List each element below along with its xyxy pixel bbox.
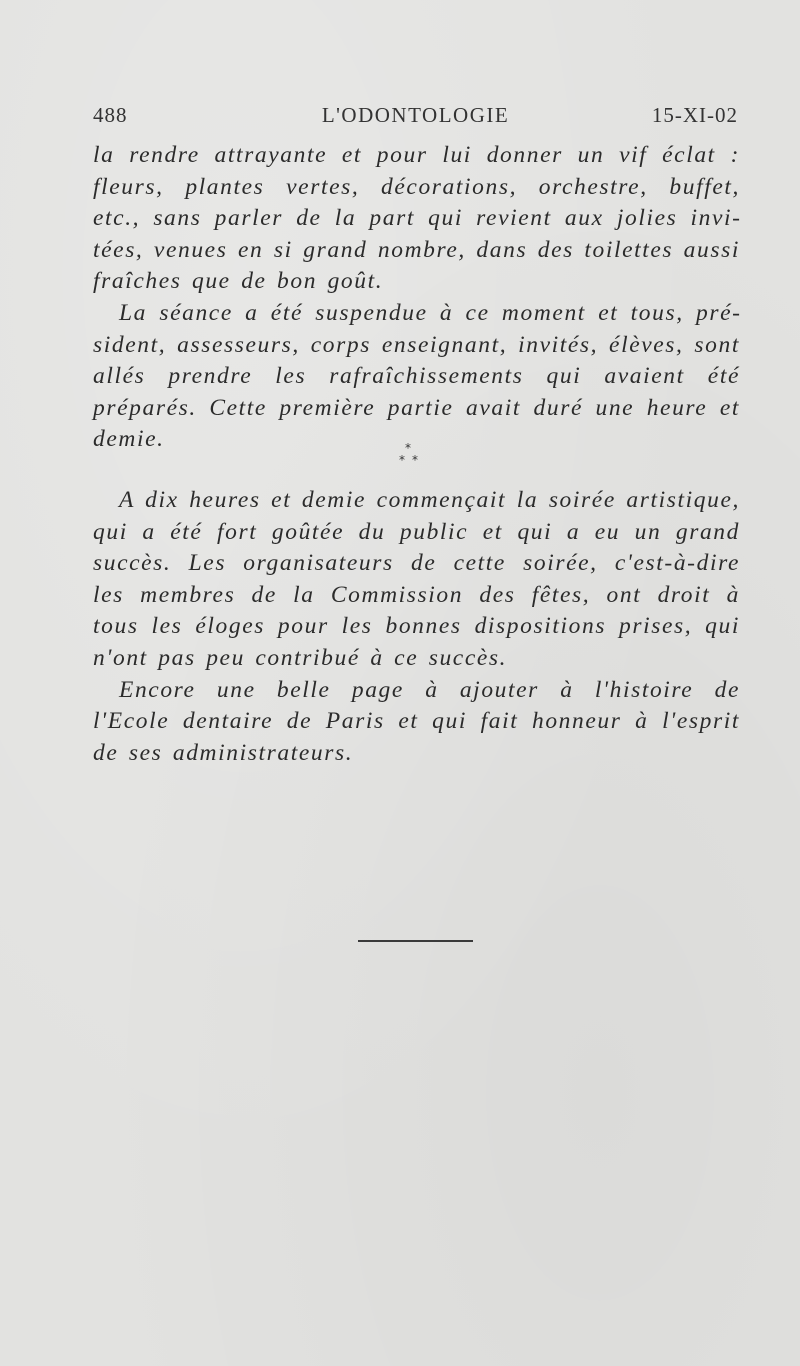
paragraph-soiree: A dix heures et demie commençait la soirée artistique, qui a été fort goûtée du public et qui a eu un grand succès. Les organisateurs de cette soirée, c'est-à-dire les membres de la Commission des fêtes, ont droit à tous les éloges pour les bonnes dispositions prises, qui n'ont pas peu contribué à ce succès.: [93, 487, 740, 671]
paragraph-conclusion: Encore une belle page à ajouter à l'histoire de l'Ecole dentaire de Paris et qui fait honneur à l'esprit de ses administrateurs.: [93, 676, 740, 766]
page-number: 488: [93, 103, 128, 127]
running-title: L'ODONTOLOGIE: [321, 103, 510, 127]
text-block-before-break: [93, 140, 740, 456]
issue-date: 15-XI-02: [651, 103, 738, 127]
text-block-after-break: [93, 485, 740, 769]
end-rule-divider: [358, 940, 473, 942]
page-header: [93, 103, 738, 131]
section-break-asterism: [395, 442, 425, 472]
asterism-star-right: *: [412, 453, 418, 467]
paragraph-continuation: la rendre attrayante et pour lui donner un vif éclat : fleurs, plantes vertes, décorations, orchestre, buffet, etc., sans parler de la part qui revient aux jolies invitées, venues en si grand nombre, dans des toilettes aussi fraîches que de bon goût.: [93, 142, 740, 295]
asterism-star-left: *: [399, 453, 405, 467]
asterism-star-top: *: [405, 441, 411, 455]
paragraph-seance: La séance a été suspendue à ce moment et tous, président, assesseurs, corps enseignant, invités, élèves, sont allés prendre les rafraîchissements qui avaient été préparés. Cette première partie avait duré une heure et demie.: [93, 299, 740, 453]
